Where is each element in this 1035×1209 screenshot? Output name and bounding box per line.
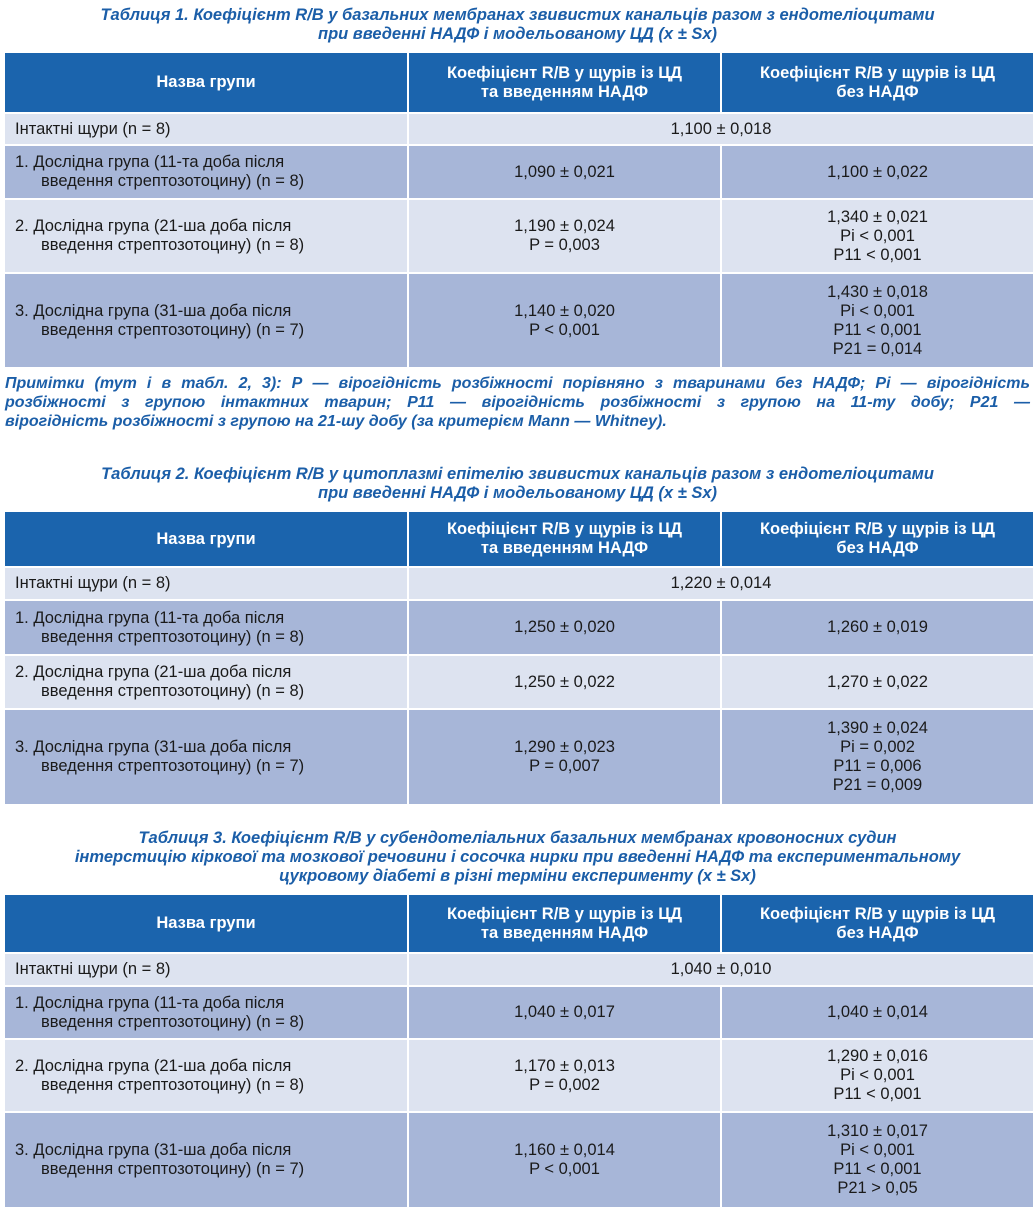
row-col2: 1,340 ± 0,021 Pi < 0,001 P11 < 0,001 [721, 199, 1034, 273]
row-label: 3. Дослідна група (31-ша доба після введення стрептозотоцину) (n = 7) [4, 1112, 408, 1208]
header-row [4, 52, 1034, 113]
row-label: 2. Дослідна група (21-ша доба після введення стрептозотоцину) (n = 8) [4, 1039, 408, 1112]
row-label: 2. Дослідна група (21-ша доба після введення стрептозотоцину) (n = 8) [4, 655, 408, 709]
header-col2: Коефіцієнт R/B у щурів із ЦД без НАДФ [721, 894, 1034, 953]
table-row [4, 199, 1034, 273]
row-col2: 1,310 ± 0,017 Pi < 0,001 P11 < 0,001 P21 > 0,05 [721, 1112, 1034, 1208]
row-col1: 1,040 ± 0,017 [408, 986, 721, 1039]
caption-line: при введенні НАДФ і модельованому ЦД (x ± Sx) [317, 484, 717, 502]
table-row [4, 709, 1034, 805]
caption-line: Таблиця 1. Коефіцієнт R/B у базальних мембранах звивистих канальців разом з ендотеліоцитами [100, 6, 935, 24]
row-col1: 1,090 ± 0,021 [408, 145, 721, 199]
intact-value: 1,220 ± 0,014 [408, 567, 1034, 600]
intact-label: Інтактні щури (n = 8) [4, 953, 408, 986]
intact-row [4, 953, 1034, 986]
row-col1: 1,190 ± 0,024 P = 0,003 [408, 199, 721, 273]
row-col1: 1,250 ± 0,022 [408, 655, 721, 709]
row-col2: 1,390 ± 0,024 Pi = 0,002 P11 = 0,006 P21 = 0,009 [721, 709, 1034, 805]
caption-line: Таблиця 3. Коефіцієнт R/B у субендотеліальних базальних мембранах кровоносних судин [138, 829, 897, 847]
row-col1: 1,140 ± 0,020 P < 0,001 [408, 273, 721, 368]
table-2 [3, 510, 1035, 806]
table-notes [5, 374, 1030, 431]
row-label: 2. Дослідна група (21-ша доба після введення стрептозотоцину) (n = 8) [4, 199, 408, 273]
table-3 [3, 893, 1035, 1209]
intact-label: Інтактні щури (n = 8) [4, 113, 408, 145]
row-col2: 1,430 ± 0,018 Pi < 0,001 P11 < 0,001 P21 = 0,014 [721, 273, 1034, 368]
row-label: 3. Дослідна група (31-ша доба після введення стрептозотоцину) (n = 7) [4, 273, 408, 368]
row-col2: 1,100 ± 0,022 [721, 145, 1034, 199]
header-row [4, 894, 1034, 953]
caption-line: Таблиця 2. Коефіцієнт R/B у цитоплазмі епітелію звивистих канальців разом з ендотеліоцитами [101, 465, 934, 483]
header-group: Назва групи [4, 511, 408, 567]
intact-row [4, 113, 1034, 145]
table-row [4, 655, 1034, 709]
note-line: вірогідність розбіжності з групою на 21-шу добу (за критерієм Mann — Whitney). [5, 413, 667, 430]
table-3-caption [0, 829, 1035, 886]
header-col2: Коефіцієнт R/B у щурів із ЦД без НАДФ [721, 52, 1034, 113]
header-col2: Коефіцієнт R/B у щурів із ЦД без НАДФ [721, 511, 1034, 567]
intact-label: Інтактні щури (n = 8) [4, 567, 408, 600]
header-group: Назва групи [4, 894, 408, 953]
row-col2: 1,040 ± 0,014 [721, 986, 1034, 1039]
table-row [4, 273, 1034, 368]
row-col2: 1,260 ± 0,019 [721, 600, 1034, 655]
row-col2: 1,290 ± 0,016 Pi < 0,001 P11 < 0,001 [721, 1039, 1034, 1112]
header-group: Назва групи [4, 52, 408, 113]
header-col1: Коефіцієнт R/B у щурів із ЦД та введенням НАДФ [408, 52, 721, 113]
table-row [4, 986, 1034, 1039]
intact-value: 1,040 ± 0,010 [408, 953, 1034, 986]
caption-line: цукровому діабеті в різні терміни експерименту (x ± Sx) [279, 867, 756, 885]
caption-line: при введенні НАДФ і модельованому ЦД (x ± Sx) [317, 25, 717, 43]
table-1-caption [0, 6, 1035, 44]
intact-value: 1,100 ± 0,018 [408, 113, 1034, 145]
caption-line: інтерстицію кіркової та мозкової речовини і сосочка нирки при введенні НАДФ та експериментальному [74, 848, 961, 866]
table-1 [3, 51, 1035, 369]
row-col1: 1,290 ± 0,023 P = 0,007 [408, 709, 721, 805]
row-col1: 1,250 ± 0,020 [408, 600, 721, 655]
table-row [4, 145, 1034, 199]
table-row [4, 600, 1034, 655]
header-col1: Коефіцієнт R/B у щурів із ЦД та введенням НАДФ [408, 511, 721, 567]
note-line: розбіжності з групою інтактних тварин; Р11 — вірогідність розбіжності з групою на 11-ту добу; Р21 — [5, 394, 1030, 411]
table-row [4, 1112, 1034, 1208]
header-col1: Коефіцієнт R/B у щурів із ЦД та введенням НАДФ [408, 894, 721, 953]
row-col1: 1,170 ± 0,013 P = 0,002 [408, 1039, 721, 1112]
row-col1: 1,160 ± 0,014 P < 0,001 [408, 1112, 721, 1208]
row-label: 3. Дослідна група (31-ша доба після введення стрептозотоцину) (n = 7) [4, 709, 408, 805]
row-label: 1. Дослідна група (11-та доба після введення стрептозотоцину) (n = 8) [4, 145, 408, 199]
table-2-caption [0, 465, 1035, 503]
row-label: 1. Дослідна група (11-та доба після введення стрептозотоцину) (n = 8) [4, 986, 408, 1039]
header-row [4, 511, 1034, 567]
row-label: 1. Дослідна група (11-та доба після введення стрептозотоцину) (n = 8) [4, 600, 408, 655]
row-col2: 1,270 ± 0,022 [721, 655, 1034, 709]
table-row [4, 1039, 1034, 1112]
note-line: Примітки (тут і в табл. 2, 3): Р — вірогідність розбіжності порівняно з тваринами без НАДФ; Рі — вірогідність [5, 375, 1030, 392]
intact-row [4, 567, 1034, 600]
